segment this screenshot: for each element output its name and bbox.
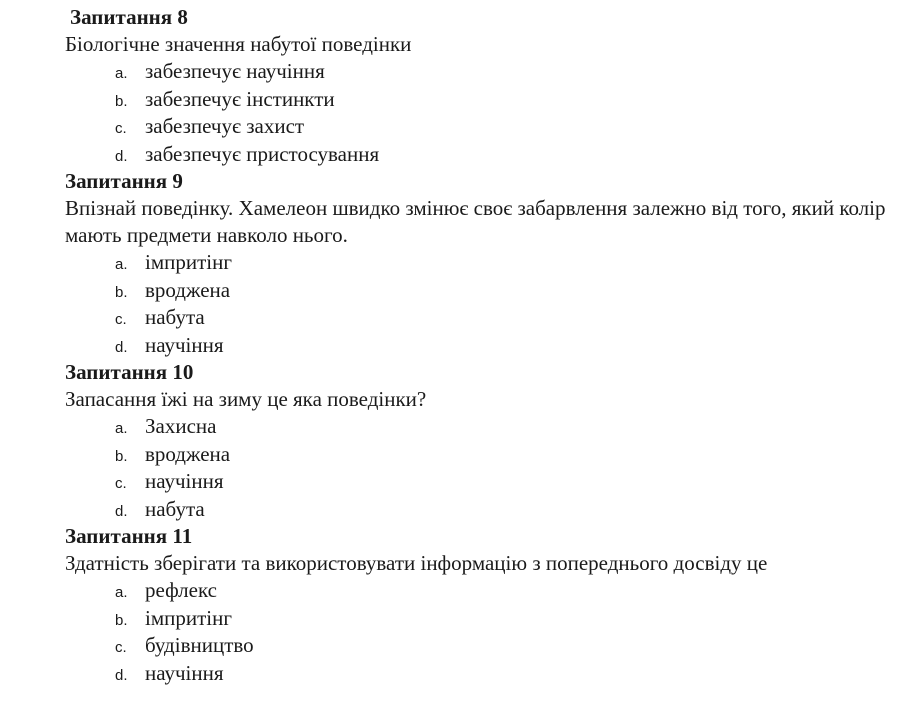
option-letter: a. <box>115 256 128 273</box>
option-letter: b. <box>115 283 128 301</box>
answer-option-d[interactable] <box>115 141 895 169</box>
option-letter: b. <box>115 447 128 465</box>
option-letter: b. <box>115 611 128 629</box>
option-letter: a. <box>115 584 128 601</box>
option-letter: b. <box>115 92 128 110</box>
option-letter: a. <box>115 65 128 82</box>
option-letter: a. <box>115 420 128 437</box>
option-text: забезпечує захист <box>145 114 305 138</box>
quiz-document <box>65 4 895 687</box>
answer-options <box>65 413 895 523</box>
option-letter: d. <box>115 666 128 684</box>
option-text: Захисна <box>145 414 217 438</box>
answer-option-d[interactable] <box>115 496 895 524</box>
question-title: Запитання 10 <box>65 360 194 384</box>
option-text: научіння <box>145 660 224 685</box>
question-text: Впізнай поведінку. Хамелеон швидко змінює своє забарвлення залежно від того, який колір мають предмети навколо нього. <box>65 196 886 247</box>
option-text: забезпечує інстинкти <box>145 86 335 111</box>
answer-option-b[interactable] <box>115 441 895 469</box>
answer-option-b[interactable] <box>115 277 895 305</box>
answer-option-a[interactable] <box>115 577 895 605</box>
option-text: забезпечує научіння <box>145 59 325 83</box>
question-9 <box>65 168 895 359</box>
option-text: вроджена <box>145 277 231 302</box>
answer-option-d[interactable] <box>115 332 895 360</box>
answer-option-a[interactable] <box>115 249 895 277</box>
answer-option-c[interactable] <box>115 113 895 141</box>
answer-option-c[interactable] <box>115 468 895 496</box>
option-letter: c. <box>115 475 127 492</box>
question-10 <box>65 359 895 523</box>
option-text: вроджена <box>145 441 231 466</box>
question-title: Запитання 11 <box>65 524 193 548</box>
option-letter: c. <box>115 120 127 137</box>
question-text: Запасання їжі на зиму це яка поведінки? <box>65 387 427 411</box>
question-11 <box>65 523 895 687</box>
option-text: імпритінг <box>145 250 232 274</box>
option-text: імпритінг <box>145 605 232 630</box>
answer-options <box>65 58 895 168</box>
option-letter: c. <box>115 311 127 328</box>
answer-option-c[interactable] <box>115 632 895 660</box>
answer-option-b[interactable] <box>115 86 895 114</box>
answer-option-c[interactable] <box>115 304 895 332</box>
answer-option-b[interactable] <box>115 605 895 633</box>
option-letter: d. <box>115 147 128 165</box>
option-text: набута <box>145 305 205 329</box>
question-8 <box>65 4 895 168</box>
answer-options <box>65 249 895 359</box>
question-text: Біологічне значення набутої поведінки <box>65 32 412 56</box>
option-text: набута <box>145 496 205 521</box>
answer-option-d[interactable] <box>115 660 895 688</box>
option-text: научіння <box>145 332 224 357</box>
option-letter: d. <box>115 338 128 356</box>
question-title: Запитання 9 <box>65 169 183 193</box>
option-letter: d. <box>115 502 128 520</box>
answer-option-a[interactable] <box>115 58 895 86</box>
question-text: Здатність зберігати та використовувати інформацію з попереднього досвіду це <box>65 551 768 575</box>
question-title: Запитання 8 <box>70 5 188 29</box>
option-text: рефлекс <box>145 578 217 602</box>
option-text: научіння <box>145 469 224 493</box>
option-text: будівництво <box>145 633 254 657</box>
option-letter: c. <box>115 639 127 656</box>
answer-option-a[interactable] <box>115 413 895 441</box>
option-text: забезпечує пристосування <box>145 141 380 166</box>
answer-options <box>65 577 895 687</box>
